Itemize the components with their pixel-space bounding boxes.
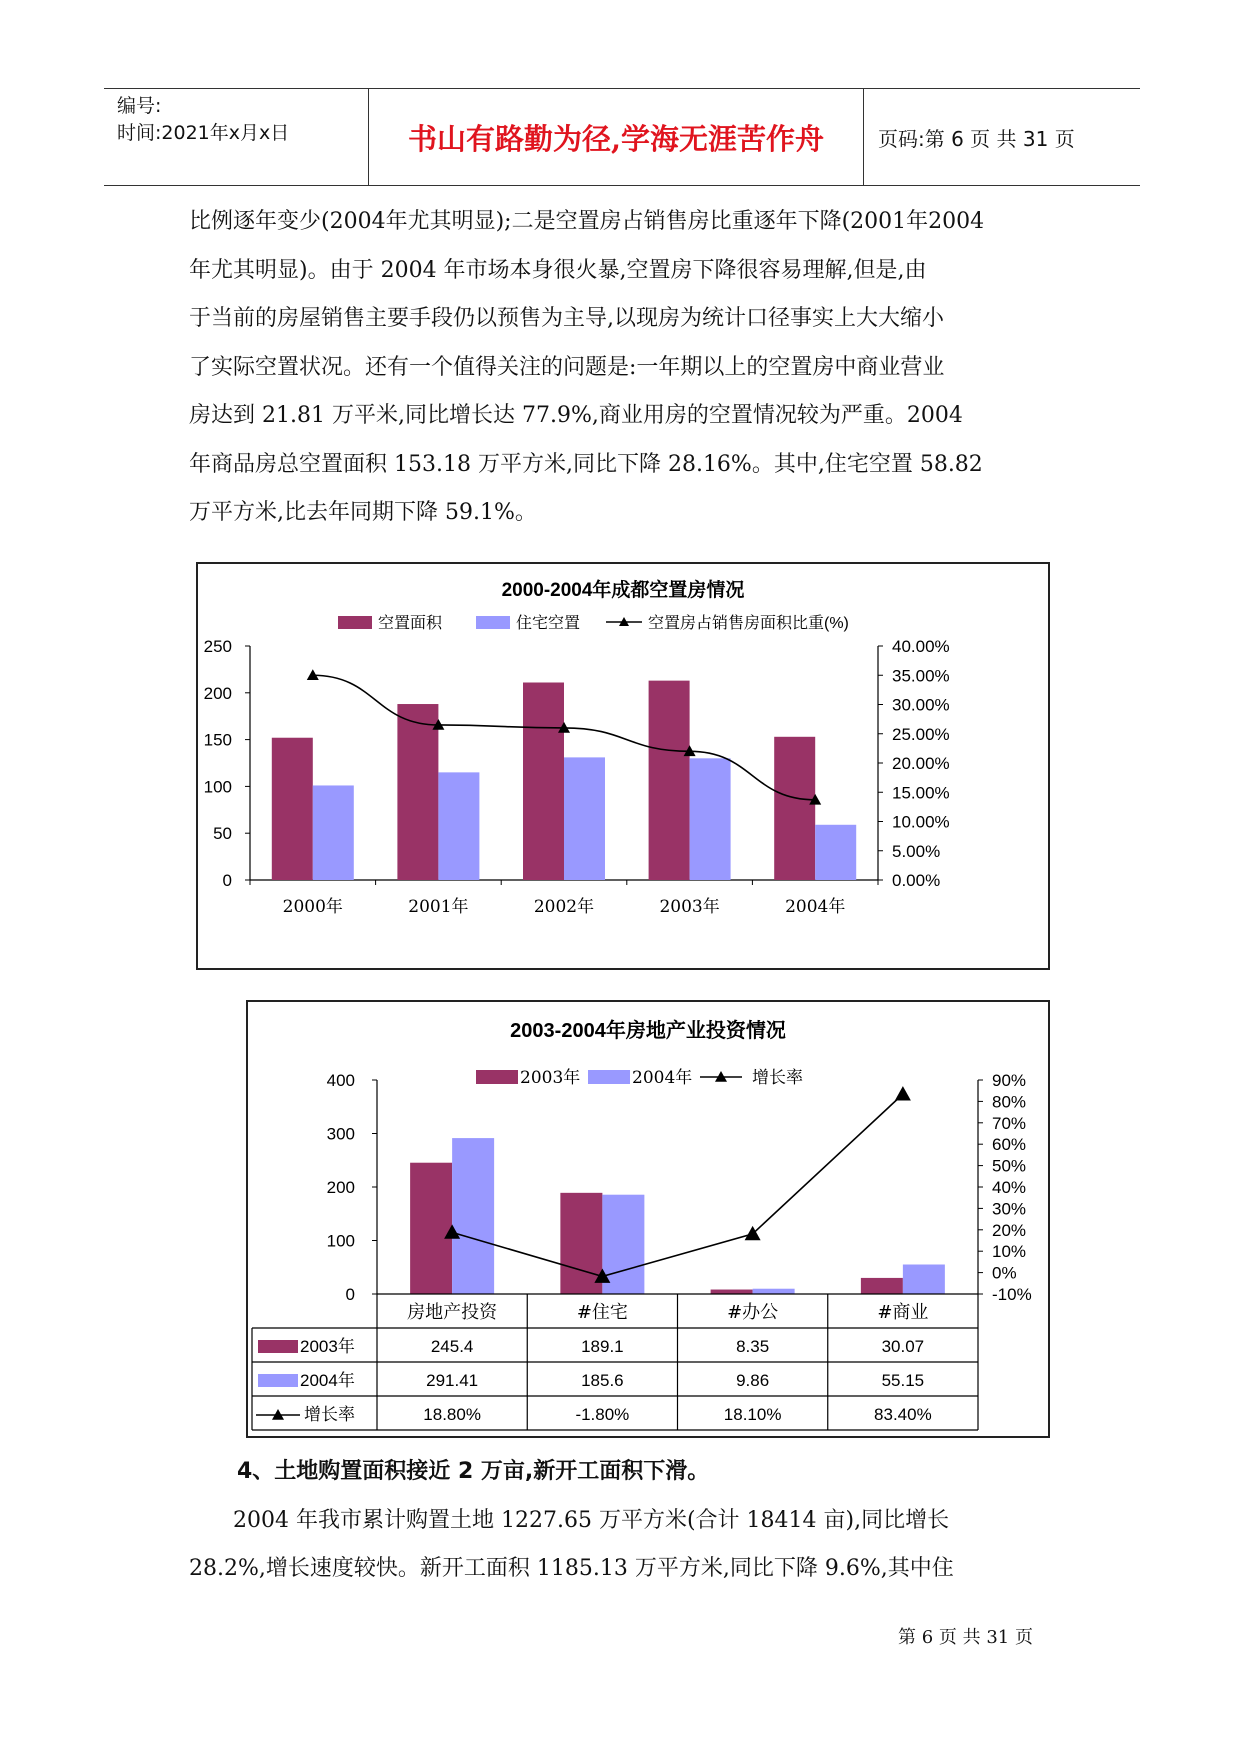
chart-title: 2003-2004年房地产业投资情况 <box>510 1020 786 1042</box>
y2-tick-label: 0.00% <box>892 871 941 890</box>
y2-tick-label: 30% <box>992 1199 1027 1219</box>
body-line: 房达到 21.81 万平米,同比增长达 77.9%,商业用房的空置情况较为严重。2004 <box>189 403 963 428</box>
legend-label: 2003年 <box>520 1068 581 1088</box>
section-line: 2004 年我市累计购置土地 1227.65 万平方米(合计 18414 亩),同比增长 <box>233 1508 950 1533</box>
header-motto: 书山有路勤为径,学海无涯苦作舟 <box>368 89 864 185</box>
y2-tick-label: 70% <box>992 1113 1027 1133</box>
y2-tick-label: -10% <box>992 1285 1032 1304</box>
table-cell: 18.80% <box>423 1405 481 1424</box>
header-meta <box>104 89 366 185</box>
page-footer: 第 6 页 共 31 页 <box>898 1627 1033 1648</box>
y2-tick-label: 80% <box>992 1092 1027 1112</box>
legend-swatch <box>476 616 510 629</box>
table-cell: 185.6 <box>581 1371 624 1390</box>
body-line: 年尤其明显)。由于 2004 年市场本身很火暴,空置房下降很容易理解,但是,由 <box>189 257 927 283</box>
y2-tick-label: 25.00% <box>892 724 950 744</box>
y-tick-label: 300 <box>326 1124 355 1144</box>
table-cell: 55.15 <box>881 1371 925 1390</box>
table-cell: 30.07 <box>881 1337 925 1356</box>
legend-swatch <box>588 1070 630 1084</box>
y-tick-label: 200 <box>326 1178 355 1197</box>
table-cell: 18.10% <box>723 1405 782 1424</box>
growth-line <box>452 1094 903 1276</box>
table-row-label: 2004年 <box>300 1371 355 1390</box>
table-cell: 189.1 <box>581 1337 624 1356</box>
y2-tick-label: 35.00% <box>892 666 950 686</box>
bar-2003 <box>410 1163 452 1294</box>
table-cell: -1.80% <box>575 1405 630 1424</box>
legend-swatch <box>338 616 372 629</box>
header-page: 页码:第 6 页 共 31 页 <box>878 126 1075 151</box>
vacancy-chart <box>196 562 1050 970</box>
bar-vacant-area <box>523 683 564 880</box>
legend-label: 2004年 <box>632 1068 693 1088</box>
legend-label: 增长率 <box>752 1068 803 1087</box>
y-tick-label: 150 <box>203 730 232 750</box>
body-line: 年商品房总空置面积 153.18 万平方米,同比下降 28.16%。其中,住宅空置 58.82 <box>189 451 983 477</box>
bar-2003 <box>711 1290 753 1294</box>
bar-vacant-area <box>774 737 815 880</box>
y2-tick-label: 40% <box>992 1178 1027 1197</box>
table-header-cell: 房地产投资 <box>407 1302 498 1323</box>
y2-tick-label: 10.00% <box>892 812 950 832</box>
table-row-label: 增长率 <box>304 1405 355 1424</box>
table-row-label: 2003年 <box>300 1337 355 1356</box>
section-paragraph <box>189 1497 1059 1593</box>
x-tick-label: 2001年 <box>408 897 469 917</box>
body-line: 万平方米,比去年同期下降 59.1%。 <box>189 500 537 525</box>
x-tick-label: 2004年 <box>785 897 846 917</box>
y-tick-label: 0 <box>345 1285 355 1304</box>
bar-residential-vacant <box>438 772 479 880</box>
chart-title: 2000-2004年成都空置房情况 <box>501 580 745 601</box>
table-cell: 291.41 <box>426 1371 479 1390</box>
legend-label: 住宅空置 <box>516 615 581 632</box>
body-paragraph <box>189 198 1059 538</box>
body-line: 了实际空置状况。还有一个值得关注的问题是:一年期以上的空置房中商业营业 <box>189 354 945 380</box>
body-line: 于当前的房屋销售主要手段仍以预售为主导,以现房为统计口径事实上大大缩小 <box>189 306 944 331</box>
table-cell: 9.86 <box>736 1371 770 1390</box>
bar-2004 <box>753 1289 795 1294</box>
y2-tick-label: 20% <box>992 1220 1027 1240</box>
table-legend-swatch <box>258 1374 298 1387</box>
y2-tick-label: 10% <box>992 1242 1027 1262</box>
y-tick-label: 50 <box>213 824 232 844</box>
table-legend-swatch <box>258 1340 298 1353</box>
bar-vacant-area <box>397 704 438 880</box>
y-tick-label: 250 <box>203 637 232 656</box>
table-cell: 8.35 <box>736 1337 770 1356</box>
time-label: 时间:2021年x月x日 <box>117 122 290 144</box>
id-label: 编号: <box>117 95 162 117</box>
bar-vacant-area <box>272 738 313 880</box>
investment-chart-svg <box>248 1002 1048 1436</box>
vacancy-chart-svg <box>198 564 1048 968</box>
bar-residential-vacant <box>313 785 354 880</box>
growth-point <box>895 1086 911 1100</box>
table-cell: 83.40% <box>874 1405 932 1424</box>
bar-residential-vacant <box>690 758 731 880</box>
x-tick-label: 2003年 <box>659 897 720 917</box>
bar-residential-vacant <box>815 825 856 880</box>
y2-tick-label: 50% <box>992 1156 1027 1176</box>
page-header <box>104 88 1140 186</box>
y2-tick-label: 20.00% <box>892 754 950 773</box>
y-tick-label: 100 <box>203 777 232 797</box>
legend-label: 空置房占销售房面积比重(%) <box>648 615 849 632</box>
body-line: 比例逐年变少(2004年尤其明显);二是空置房占销售房比重逐年下降(2001年2004 <box>189 209 985 234</box>
table-header-cell: #住宅 <box>576 1302 628 1323</box>
section-heading: 4、土地购置面积接近 2 万亩,新开工面积下滑。 <box>237 1459 710 1484</box>
bar-2003 <box>861 1278 903 1294</box>
bar-residential-vacant <box>564 757 605 880</box>
y-tick-label: 0 <box>222 871 232 890</box>
investment-chart <box>246 1000 1050 1438</box>
bar-2004 <box>602 1195 644 1294</box>
section-line: 28.2%,增长速度较快。新开工面积 1185.13 万平方米,同比下降 9.6%,其中住 <box>189 1556 954 1581</box>
bar-2004 <box>452 1138 494 1294</box>
table-cell: 245.4 <box>430 1337 474 1356</box>
y2-tick-label: 15.00% <box>892 783 950 803</box>
table-header-cell: #商业 <box>877 1302 929 1323</box>
y2-tick-label: 0% <box>992 1263 1017 1283</box>
y2-tick-label: 40.00% <box>892 637 950 656</box>
table-header-cell: #办公 <box>727 1302 779 1323</box>
y2-tick-label: 5.00% <box>892 841 941 861</box>
x-tick-label: 2002年 <box>533 897 595 917</box>
legend-swatch <box>476 1070 518 1084</box>
bar-2004 <box>903 1264 945 1294</box>
bar-vacant-area <box>649 681 690 880</box>
y2-tick-label: 30.00% <box>892 695 950 715</box>
y-tick-label: 400 <box>326 1071 355 1090</box>
y-tick-label: 100 <box>326 1231 355 1251</box>
legend-label: 空置面积 <box>378 615 443 632</box>
x-tick-label: 2000年 <box>282 897 343 917</box>
bar-2003 <box>560 1193 602 1294</box>
y-tick-label: 200 <box>203 683 232 703</box>
y2-tick-label: 60% <box>992 1135 1027 1155</box>
y2-tick-label: 90% <box>992 1071 1027 1090</box>
